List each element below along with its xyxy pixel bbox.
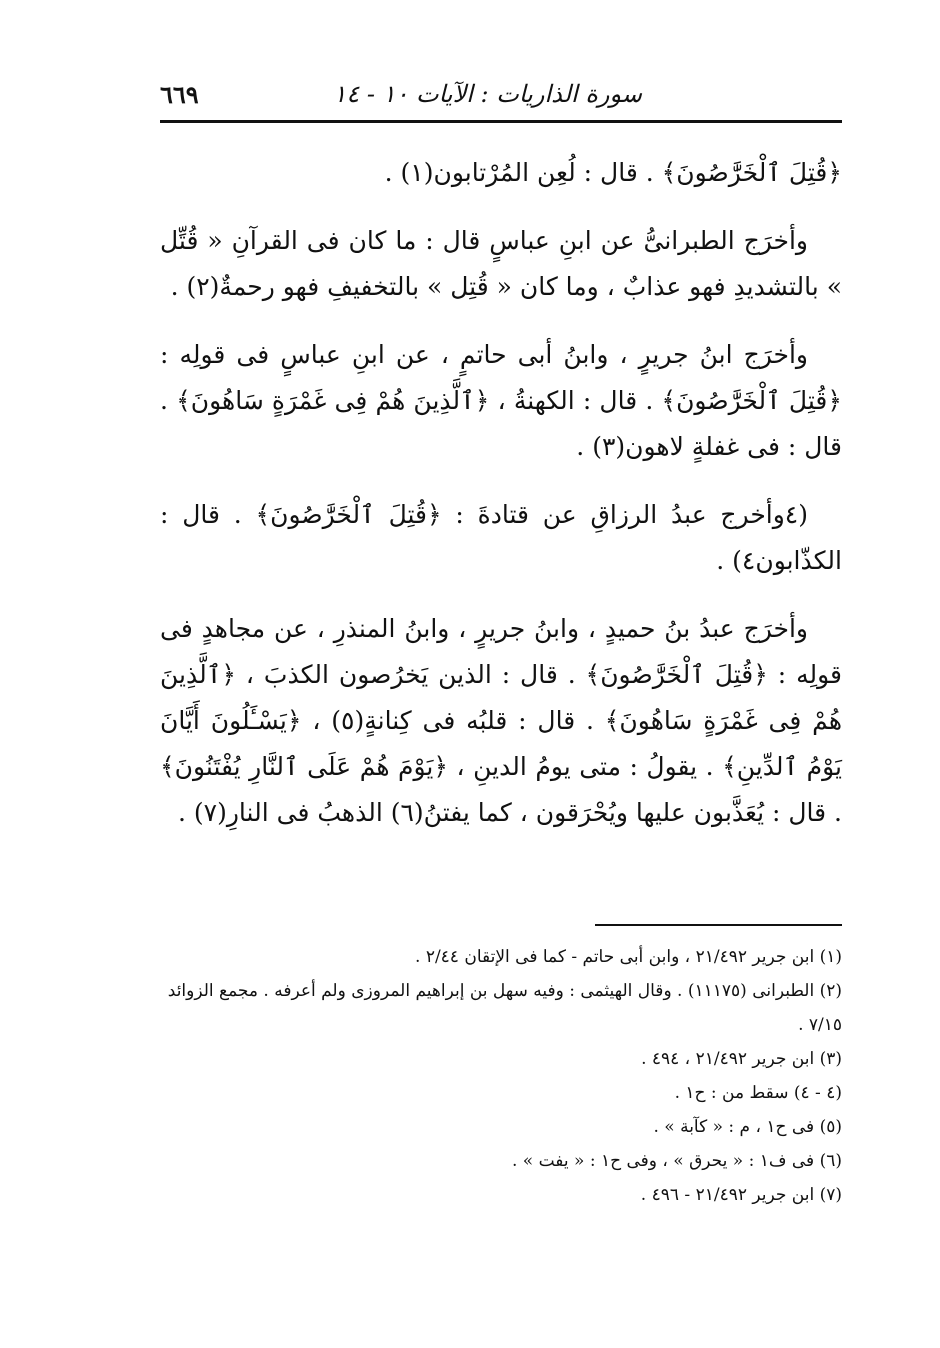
footnote: (٣) ابن جرير ٢١/٤٩٢ ، ٤٩٤ .	[641, 1049, 842, 1069]
page-number: ٦٦٩	[160, 80, 199, 109]
footnote: (٢) الطبرانى (١١١٧٥) . وقال الهيثمى : وفيه سهل بن إبراهيم المروزى ولم أعرفه . مجمع الزوائد ٧/١٥ .	[167, 981, 842, 1035]
paragraph: وأخرَج عبدُ بنُ حميدٍ ، وابنُ جريرٍ ، وابنُ المنذرِ ، عن مجاهدٍ فى قولِه : ﴿قُتِلَ ٱلْخَرَّٰصُونَ﴾ . قال : الذين يَخرُصون الكذبَ ، ﴿ٱلَّذِينَ هُمْ فِى غَمْرَةٍ سَاهُونَ﴾ . قال : قلبُه فى كِنانةٍ(٥) ، ﴿يَسْـَٔلُونَ أَيَّانَ يَوْمُ ٱلدِّينِ﴾ . يقولُ : متى يومُ الدينِ ، ﴿يَوْمَ هُمْ عَلَى ٱلنَّارِ يُفْتَنُونَ﴾ . قال : يُعَذَّبون عليها ويُحْرَقون ، كما يفتنُ(٦) الذهبُ فى النارِ(٧) .	[160, 614, 843, 827]
footnote-divider	[595, 924, 842, 926]
paragraph: وأخرَج ابنُ جريرٍ ، وابنُ أبى حاتمٍ ، عن ابنِ عباسٍ فى قولِه : ﴿قُتِلَ ٱلْخَرَّٰصُونَ﴾ . قال : الكهنةُ ، ﴿ٱلَّذِينَ هُمْ فِى غَمْرَةٍ سَاهُونَ﴾ . قال : فى غفلةٍ لاهون(٣) .	[160, 340, 842, 461]
main-text	[160, 150, 842, 858]
page-header	[160, 72, 842, 123]
paragraph: وأخرَج الطبرانىُّ عن ابنِ عباسٍ قال : ما كان فى القرآنِ « قُتِّل » بالتشديدِ فهو عذابٌ ، وما كان « قُتِل » بالتخفيفِ فهو رحمةٌ(٢) .	[160, 226, 842, 301]
footnote: (٤ - ٤) سقط من : ح١ .	[674, 1083, 842, 1103]
page-title: سورة الذاريات : الآيات ١٠ - ١٤	[333, 80, 642, 108]
footnote: (١) ابن جرير ٢١/٤٩٢ ، وابن أبى حاتم - كما فى الإتقان ٢/٤٤ .	[415, 947, 842, 967]
paragraph: ﴿قُتِلَ ٱلْخَرَّٰصُونَ﴾ . قال : لُعِن المُرْتابون(١) .	[384, 158, 842, 187]
footnote: (٥) فى ح١ ، م : « كآبة » .	[653, 1117, 842, 1137]
footnote: (٧) ابن جرير ٢١/٤٩٢ - ٤٩٦ .	[640, 1185, 842, 1205]
footnote: (٦) فى ف١ : « يحرق » ، وفى ح١ : « يفت » .	[511, 1151, 842, 1171]
paragraph: (٤وأخرج عبدُ الرزاقِ عن قتادةَ : ﴿قُتِلَ ٱلْخَرَّٰصُونَ﴾ . قال : الكذّابون٤) .	[160, 500, 842, 575]
footnotes	[160, 940, 842, 1212]
